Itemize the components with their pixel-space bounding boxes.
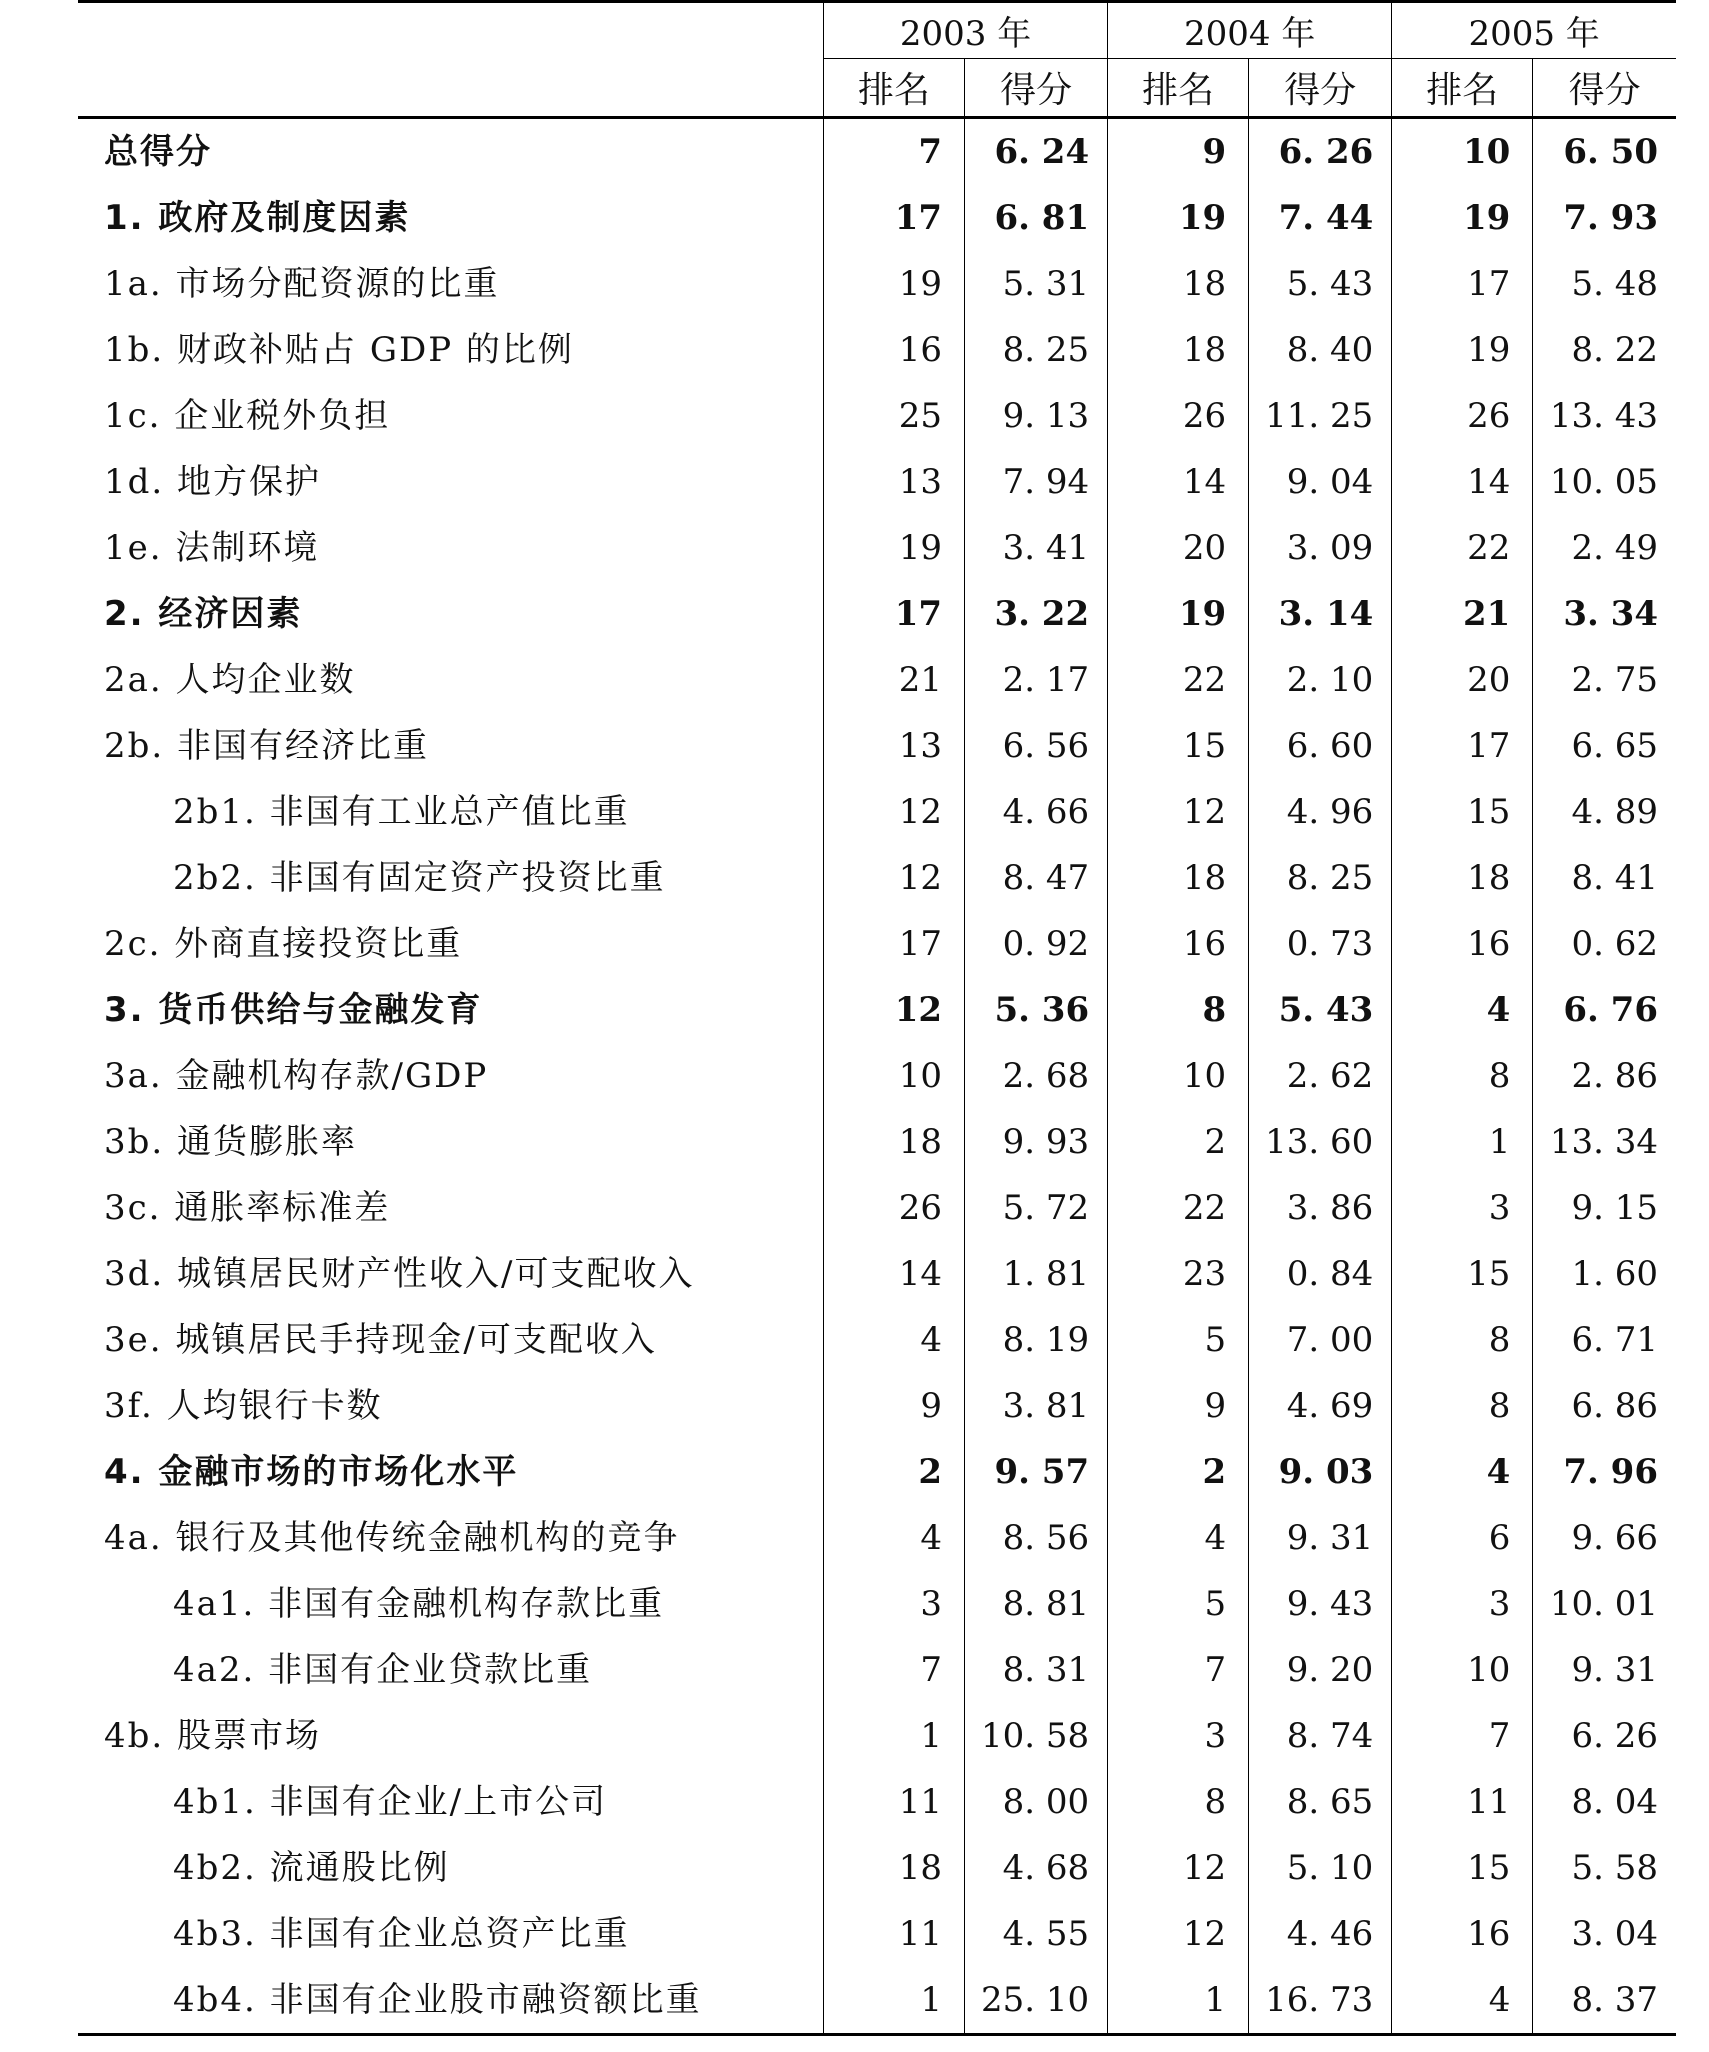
- ranking-table-container: [78, 0, 1676, 2036]
- table-body: [78, 118, 1676, 2035]
- rank-cell: 13: [823, 713, 964, 779]
- score-cell: 2. 10: [1249, 647, 1392, 713]
- rank-cell: 10: [1108, 1043, 1249, 1109]
- score-cell: 11. 25: [1249, 383, 1392, 449]
- rank-cell: 12: [823, 779, 964, 845]
- score-cell: 0. 92: [965, 911, 1108, 977]
- rank-cell: 11: [823, 1901, 964, 1967]
- rank-cell: 18: [823, 1109, 964, 1175]
- table-row: [78, 1835, 1676, 1901]
- rank-cell: 22: [1108, 1175, 1249, 1241]
- score-header: 得分: [965, 59, 1108, 118]
- score-cell: 6. 86: [1533, 1373, 1676, 1439]
- rank-cell: 18: [823, 1835, 964, 1901]
- score-cell: 8. 22: [1533, 317, 1676, 383]
- score-cell: 4. 66: [965, 779, 1108, 845]
- rank-cell: 9: [1108, 118, 1249, 186]
- rank-cell: 19: [1108, 185, 1249, 251]
- rank-cell: 9: [823, 1373, 964, 1439]
- rank-cell: 7: [823, 1637, 964, 1703]
- rank-cell: 6: [1392, 1505, 1533, 1571]
- rank-cell: 12: [1108, 1901, 1249, 1967]
- table-row: [78, 1109, 1676, 1175]
- rank-cell: 8: [1108, 977, 1249, 1043]
- score-cell: 8. 19: [965, 1307, 1108, 1373]
- ranking-table: [78, 0, 1676, 2036]
- rank-header: 排名: [1392, 59, 1533, 118]
- score-cell: 8. 56: [965, 1505, 1108, 1571]
- table-row: [78, 779, 1676, 845]
- score-cell: 8. 40: [1249, 317, 1392, 383]
- table-row: [78, 1373, 1676, 1439]
- rank-cell: 10: [823, 1043, 964, 1109]
- score-cell: 9. 20: [1249, 1637, 1392, 1703]
- rank-cell: 14: [1392, 449, 1533, 515]
- rank-cell: 18: [1392, 845, 1533, 911]
- rank-cell: 26: [823, 1175, 964, 1241]
- row-label: 1. 政府及制度因素: [104, 198, 411, 238]
- rank-cell: 8: [1392, 1043, 1533, 1109]
- score-cell: 6. 76: [1533, 977, 1676, 1043]
- rank-cell: 21: [1392, 581, 1533, 647]
- score-cell: 4. 96: [1249, 779, 1392, 845]
- rank-cell: 17: [1392, 251, 1533, 317]
- rank-cell: 2: [1108, 1439, 1249, 1505]
- row-label: 2b2. 非国有固定资产投资比重: [173, 858, 666, 898]
- rank-cell: 16: [1108, 911, 1249, 977]
- score-cell: 9. 04: [1249, 449, 1392, 515]
- rank-cell: 19: [1108, 581, 1249, 647]
- rank-cell: 1: [1392, 1109, 1533, 1175]
- table-row: [78, 581, 1676, 647]
- score-cell: 6. 71: [1533, 1307, 1676, 1373]
- table-row: [78, 515, 1676, 581]
- score-cell: 10. 01: [1533, 1571, 1676, 1637]
- score-cell: 6. 65: [1533, 713, 1676, 779]
- row-label: 4. 金融市场的市场化水平: [104, 1452, 519, 1492]
- row-label: 3. 货币供给与金融发育: [104, 990, 483, 1030]
- table-row: [78, 118, 1676, 186]
- score-cell: 9. 31: [1533, 1637, 1676, 1703]
- row-label: 4a2. 非国有企业贷款比重: [173, 1650, 593, 1690]
- score-cell: 10. 58: [965, 1703, 1108, 1769]
- score-cell: 7. 00: [1249, 1307, 1392, 1373]
- year-header-2005: 2005 年: [1392, 2, 1676, 59]
- rank-cell: 14: [823, 1241, 964, 1307]
- score-cell: 8. 41: [1533, 845, 1676, 911]
- rank-cell: 5: [1108, 1571, 1249, 1637]
- table-row: [78, 1967, 1676, 2035]
- rank-cell: 2: [823, 1439, 964, 1505]
- score-cell: 13. 43: [1533, 383, 1676, 449]
- score-cell: 3. 04: [1533, 1901, 1676, 1967]
- score-cell: 9. 03: [1249, 1439, 1392, 1505]
- rank-cell: 3: [1392, 1571, 1533, 1637]
- row-label: 1b. 财政补贴占 GDP 的比例: [104, 330, 574, 370]
- score-cell: 2. 86: [1533, 1043, 1676, 1109]
- row-label: 1e. 法制环境: [104, 528, 320, 568]
- table-header: [78, 2, 1676, 118]
- score-cell: 3. 22: [965, 581, 1108, 647]
- header-blank-cell: [78, 59, 823, 118]
- row-label: 2. 经济因素: [104, 594, 303, 634]
- rank-cell: 8: [1392, 1373, 1533, 1439]
- score-cell: 4. 68: [965, 1835, 1108, 1901]
- score-cell: 9. 31: [1249, 1505, 1392, 1571]
- row-label: 3f. 人均银行卡数: [104, 1386, 383, 1426]
- score-cell: 8. 25: [965, 317, 1108, 383]
- score-cell: 8. 04: [1533, 1769, 1676, 1835]
- rank-cell: 15: [1392, 779, 1533, 845]
- score-cell: 6. 26: [1533, 1703, 1676, 1769]
- score-cell: 0. 62: [1533, 911, 1676, 977]
- score-cell: 3. 34: [1533, 581, 1676, 647]
- rank-cell: 2: [1108, 1109, 1249, 1175]
- table-row: [78, 647, 1676, 713]
- row-label: 4a. 银行及其他传统金融机构的竞争: [104, 1518, 680, 1558]
- rank-cell: 14: [1108, 449, 1249, 515]
- score-cell: 7. 96: [1533, 1439, 1676, 1505]
- score-cell: 6. 50: [1533, 118, 1676, 186]
- row-label: 1c. 企业税外负担: [104, 396, 391, 436]
- score-cell: 4. 69: [1249, 1373, 1392, 1439]
- rank-cell: 5: [1108, 1307, 1249, 1373]
- rank-cell: 4: [1392, 1967, 1533, 2035]
- score-cell: 8. 74: [1249, 1703, 1392, 1769]
- score-cell: 2. 75: [1533, 647, 1676, 713]
- row-label: 4b3. 非国有企业总资产比重: [173, 1914, 630, 1954]
- table-row: [78, 1571, 1676, 1637]
- rank-cell: 4: [1392, 1439, 1533, 1505]
- table-row: [78, 911, 1676, 977]
- rank-cell: 4: [823, 1505, 964, 1571]
- rank-cell: 3: [1108, 1703, 1249, 1769]
- table-row: [78, 383, 1676, 449]
- rank-cell: 22: [1392, 515, 1533, 581]
- table-row: [78, 1307, 1676, 1373]
- rank-cell: 3: [823, 1571, 964, 1637]
- score-cell: 8. 65: [1249, 1769, 1392, 1835]
- score-cell: 3. 86: [1249, 1175, 1392, 1241]
- rank-cell: 18: [1108, 317, 1249, 383]
- score-cell: 9. 43: [1249, 1571, 1392, 1637]
- score-cell: 16. 73: [1249, 1967, 1392, 2035]
- score-cell: 8. 47: [965, 845, 1108, 911]
- score-cell: 5. 31: [965, 251, 1108, 317]
- rank-cell: 21: [823, 647, 964, 713]
- score-cell: 8. 37: [1533, 1967, 1676, 2035]
- rank-cell: 8: [1392, 1307, 1533, 1373]
- rank-cell: 1: [1108, 1967, 1249, 2035]
- row-label: 4b2. 流通股比例: [173, 1848, 450, 1888]
- rank-header: 排名: [823, 59, 964, 118]
- score-cell: 1. 60: [1533, 1241, 1676, 1307]
- rank-cell: 19: [823, 251, 964, 317]
- rank-cell: 17: [823, 185, 964, 251]
- rank-cell: 11: [1392, 1769, 1533, 1835]
- row-label: 总得分: [104, 132, 212, 172]
- rank-header: 排名: [1108, 59, 1249, 118]
- rank-cell: 16: [823, 317, 964, 383]
- score-header: 得分: [1249, 59, 1392, 118]
- rank-cell: 23: [1108, 1241, 1249, 1307]
- rank-cell: 12: [1108, 779, 1249, 845]
- score-cell: 5. 10: [1249, 1835, 1392, 1901]
- score-cell: 5. 43: [1249, 251, 1392, 317]
- rank-cell: 25: [823, 383, 964, 449]
- rank-cell: 26: [1392, 383, 1533, 449]
- score-cell: 7. 94: [965, 449, 1108, 515]
- row-label: 3d. 城镇居民财产性收入/可支配收入: [104, 1254, 695, 1294]
- table-row: [78, 449, 1676, 515]
- row-label: 1a. 市场分配资源的比重: [104, 264, 500, 304]
- score-cell: 1. 81: [965, 1241, 1108, 1307]
- row-label: 3b. 通货膨胀率: [104, 1122, 358, 1162]
- score-cell: 8. 31: [965, 1637, 1108, 1703]
- score-cell: 9. 15: [1533, 1175, 1676, 1241]
- rank-cell: 10: [1392, 1637, 1533, 1703]
- score-cell: 4. 55: [965, 1901, 1108, 1967]
- year-header-2003: 2003 年: [823, 2, 1107, 59]
- score-cell: 5. 36: [965, 977, 1108, 1043]
- rank-cell: 17: [823, 581, 964, 647]
- score-cell: 0. 73: [1249, 911, 1392, 977]
- rank-cell: 4: [1108, 1505, 1249, 1571]
- row-label: 2c. 外商直接投资比重: [104, 924, 463, 964]
- rank-cell: 26: [1108, 383, 1249, 449]
- table-row: [78, 845, 1676, 911]
- score-cell: 7. 44: [1249, 185, 1392, 251]
- rank-cell: 15: [1392, 1241, 1533, 1307]
- rank-cell: 11: [823, 1769, 964, 1835]
- table-row: [78, 1505, 1676, 1571]
- rank-cell: 7: [823, 118, 964, 186]
- rank-cell: 19: [823, 515, 964, 581]
- table-row: [78, 1769, 1676, 1835]
- rank-cell: 12: [823, 845, 964, 911]
- rank-cell: 15: [1108, 713, 1249, 779]
- score-cell: 8. 25: [1249, 845, 1392, 911]
- score-cell: 9. 93: [965, 1109, 1108, 1175]
- row-label: 3a. 金融机构存款/GDP: [104, 1056, 489, 1096]
- score-cell: 25. 10: [965, 1967, 1108, 2035]
- score-cell: 5. 48: [1533, 251, 1676, 317]
- table-row: [78, 251, 1676, 317]
- score-cell: 5. 72: [965, 1175, 1108, 1241]
- score-cell: 6. 81: [965, 185, 1108, 251]
- score-header: 得分: [1533, 59, 1676, 118]
- row-label: 2b1. 非国有工业总产值比重: [173, 792, 630, 832]
- header-blank-cell: [78, 2, 823, 59]
- score-cell: 9. 13: [965, 383, 1108, 449]
- rank-cell: 16: [1392, 911, 1533, 977]
- table-row: [78, 1241, 1676, 1307]
- table-row: [78, 317, 1676, 383]
- score-cell: 5. 58: [1533, 1835, 1676, 1901]
- table-row: [78, 1043, 1676, 1109]
- row-label: 4a1. 非国有金融机构存款比重: [173, 1584, 665, 1624]
- score-cell: 9. 66: [1533, 1505, 1676, 1571]
- rank-cell: 8: [1108, 1769, 1249, 1835]
- year-header-2004: 2004 年: [1108, 2, 1392, 59]
- rank-cell: 12: [1108, 1835, 1249, 1901]
- score-cell: 10. 05: [1533, 449, 1676, 515]
- table-row: [78, 977, 1676, 1043]
- score-cell: 3. 14: [1249, 581, 1392, 647]
- score-cell: 6. 60: [1249, 713, 1392, 779]
- score-cell: 7. 93: [1533, 185, 1676, 251]
- table-row: [78, 713, 1676, 779]
- score-cell: 2. 62: [1249, 1043, 1392, 1109]
- rank-cell: 12: [823, 977, 964, 1043]
- table-row: [78, 1703, 1676, 1769]
- score-cell: 2. 49: [1533, 515, 1676, 581]
- score-cell: 6. 24: [965, 118, 1108, 186]
- table-row: [78, 1439, 1676, 1505]
- score-cell: 6. 56: [965, 713, 1108, 779]
- rank-cell: 17: [823, 911, 964, 977]
- row-label: 4b. 股票市场: [104, 1716, 322, 1756]
- rank-cell: 4: [823, 1307, 964, 1373]
- rank-cell: 22: [1108, 647, 1249, 713]
- rank-cell: 18: [1108, 251, 1249, 317]
- score-cell: 3. 41: [965, 515, 1108, 581]
- row-label: 2b. 非国有经济比重: [104, 726, 430, 766]
- score-cell: 2. 17: [965, 647, 1108, 713]
- score-cell: 13. 60: [1249, 1109, 1392, 1175]
- score-cell: 6. 26: [1249, 118, 1392, 186]
- rank-cell: 15: [1392, 1835, 1533, 1901]
- score-cell: 0. 84: [1249, 1241, 1392, 1307]
- score-cell: 2. 68: [965, 1043, 1108, 1109]
- rank-cell: 10: [1392, 118, 1533, 186]
- score-cell: 4. 46: [1249, 1901, 1392, 1967]
- score-cell: 5. 43: [1249, 977, 1392, 1043]
- rank-cell: 1: [823, 1703, 964, 1769]
- table-row: [78, 1637, 1676, 1703]
- row-label: 4b1. 非国有企业/上市公司: [173, 1782, 608, 1822]
- score-cell: 13. 34: [1533, 1109, 1676, 1175]
- rank-cell: 16: [1392, 1901, 1533, 1967]
- score-cell: 3. 81: [965, 1373, 1108, 1439]
- score-cell: 9. 57: [965, 1439, 1108, 1505]
- row-label: 1d. 地方保护: [104, 462, 322, 502]
- rank-cell: 4: [1392, 977, 1533, 1043]
- score-cell: 4. 89: [1533, 779, 1676, 845]
- rank-cell: 1: [823, 1967, 964, 2035]
- table-row: [78, 1175, 1676, 1241]
- rank-cell: 19: [1392, 185, 1533, 251]
- score-cell: 3. 09: [1249, 515, 1392, 581]
- rank-cell: 19: [1392, 317, 1533, 383]
- row-label: 4b4. 非国有企业股市融资额比重: [78, 1967, 823, 2035]
- table-row: [78, 185, 1676, 251]
- score-cell: 8. 00: [965, 1769, 1108, 1835]
- rank-cell: 20: [1392, 647, 1533, 713]
- score-cell: 8. 81: [965, 1571, 1108, 1637]
- rank-cell: 18: [1108, 845, 1249, 911]
- rank-cell: 20: [1108, 515, 1249, 581]
- rank-cell: 9: [1108, 1373, 1249, 1439]
- rank-cell: 17: [1392, 713, 1533, 779]
- rank-cell: 7: [1108, 1637, 1249, 1703]
- rank-cell: 7: [1392, 1703, 1533, 1769]
- row-label: 2a. 人均企业数: [104, 660, 356, 700]
- row-label: 3c. 通胀率标准差: [104, 1188, 391, 1228]
- rank-cell: 3: [1392, 1175, 1533, 1241]
- row-label: 3e. 城镇居民手持现金/可支配收入: [104, 1320, 657, 1360]
- rank-cell: 13: [823, 449, 964, 515]
- table-row: [78, 1901, 1676, 1967]
